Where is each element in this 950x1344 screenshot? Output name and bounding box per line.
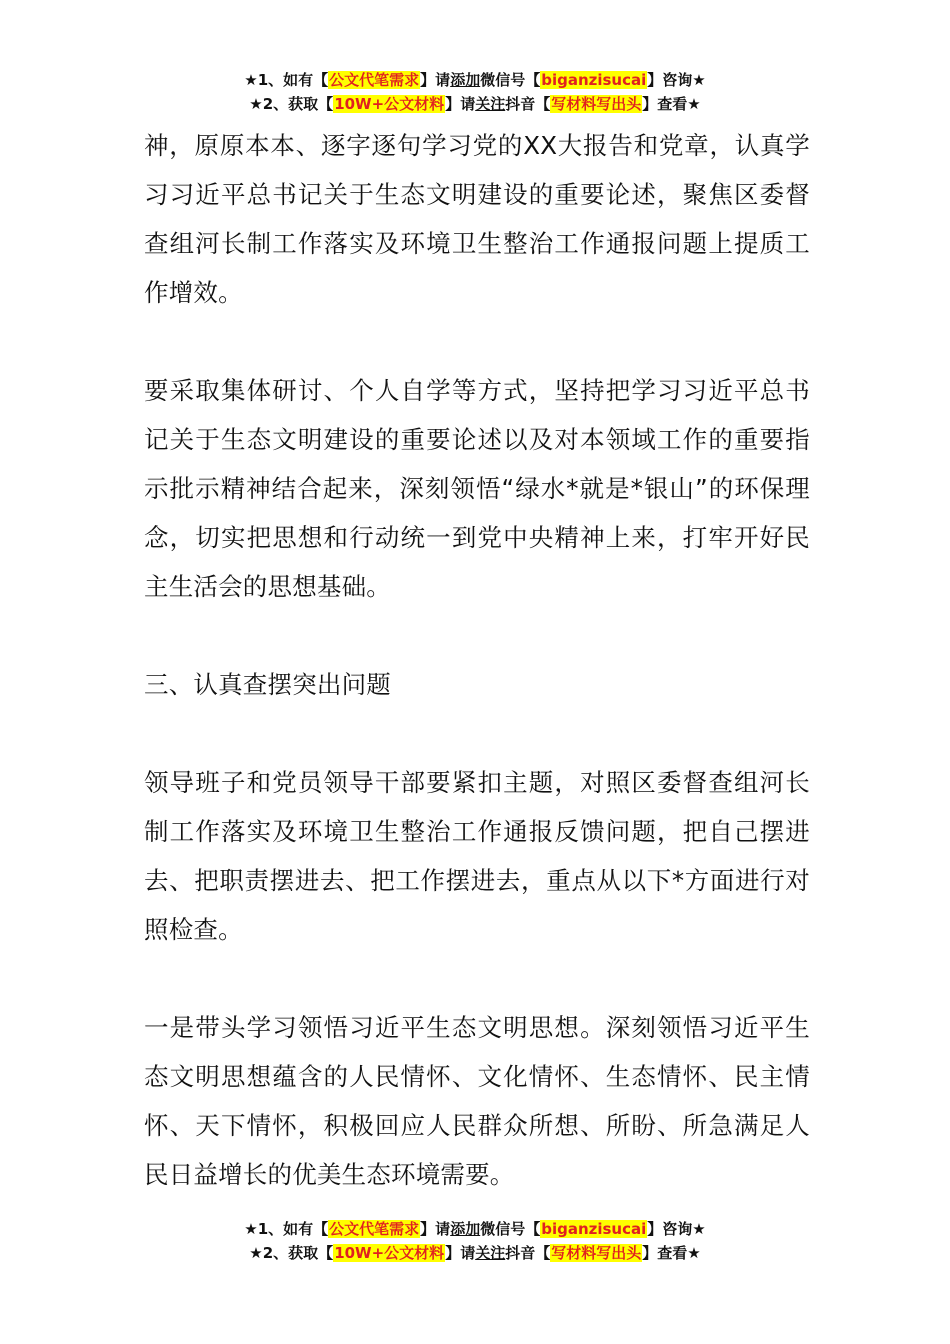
document-body <box>144 121 810 1199</box>
paragraph-4: 一是带头学习领悟习近平生态文明思想。深刻领悟习近平生态文明思想蕴含的人民情怀、文化情怀、生态情怀、民主情怀、天下情怀，积极回应人民群众所想、所盼、所急满足人民日益增长的优美生态环境需要。 <box>144 1013 810 1189</box>
section-heading-3: 三、认真查摆突出问题 <box>144 670 391 699</box>
banner-line-2 <box>0 92 950 116</box>
highlight-wechat-id: biganzisucai <box>541 71 647 89</box>
banner-text: 】咨询★ <box>647 71 706 89</box>
banner-text: 】请 <box>420 1220 451 1238</box>
paragraph-3: 领导班子和党员领导干部要紧扣主题，对照区委督查组河长制工作落实及环境卫生整治工作通报反馈问题，把自己摆进去、把职责摆进去、把工作摆进去，重点从以下*方面进行对照检查。 <box>144 768 810 944</box>
banner-text: ★1、如有【 <box>244 1220 329 1238</box>
banner-line-1 <box>0 68 950 92</box>
paragraph-gap <box>144 709 810 758</box>
banner-text: 】查看★ <box>642 95 701 113</box>
banner-line-1 <box>0 1217 950 1241</box>
footer-banner <box>0 1217 950 1265</box>
banner-text: 微信号【 <box>480 71 541 89</box>
paragraph-2: 要采取集体研讨、个人自学等方式，坚持把学习习近平总书记关于生态文明建设的重要论述以及对本领域工作的重要指示批示精神结合起来，深刻领悟“绿水*就是*银山”的环保理念，切实把思想和行动统一到党中央精神上来，打牢开好民主生活会的思想基础。 <box>144 376 810 601</box>
banner-text: 】请 <box>445 1244 476 1262</box>
paragraph-1: 神，原原本本、逐字逐句学习党的XX大报告和党章，认真学习习近平总书记关于生态文明建设的重要论述，聚焦区委督查组河长制工作落实及环境卫生整治工作通报问题上提质工作增效。 <box>144 131 810 307</box>
banner-text: 】咨询★ <box>647 1220 706 1238</box>
banner-text: 抖音【 <box>505 95 551 113</box>
highlight-douyin-account: 写材料写出头 <box>551 1244 642 1262</box>
underlined-text: 添加 <box>450 71 481 89</box>
highlight-wechat-id: biganzisucai <box>541 1220 647 1238</box>
banner-text: 】请 <box>445 95 476 113</box>
banner-text: ★2、获取【 <box>249 1244 334 1262</box>
banner-line-2 <box>0 1241 950 1265</box>
highlight-douyin-account: 写材料写出头 <box>551 95 642 113</box>
paragraph-gap <box>144 611 810 660</box>
highlight-service: 公文代笔需求 <box>329 71 420 89</box>
banner-text: 抖音【 <box>505 1244 551 1262</box>
underlined-text: 关注 <box>475 1244 506 1262</box>
banner-text: ★2、获取【 <box>249 95 334 113</box>
highlight-materials: 10W+公文材料 <box>334 95 445 113</box>
underlined-text: 关注 <box>475 95 506 113</box>
header-banner <box>0 68 950 116</box>
highlight-service: 公文代笔需求 <box>329 1220 420 1238</box>
banner-text: ★1、如有【 <box>244 71 329 89</box>
banner-text: 】请 <box>420 71 451 89</box>
banner-text: 微信号【 <box>480 1220 541 1238</box>
paragraph-gap <box>144 954 810 1003</box>
underlined-text: 添加 <box>450 1220 481 1238</box>
paragraph-gap <box>144 317 810 366</box>
banner-text: 】查看★ <box>642 1244 701 1262</box>
highlight-materials: 10W+公文材料 <box>334 1244 445 1262</box>
